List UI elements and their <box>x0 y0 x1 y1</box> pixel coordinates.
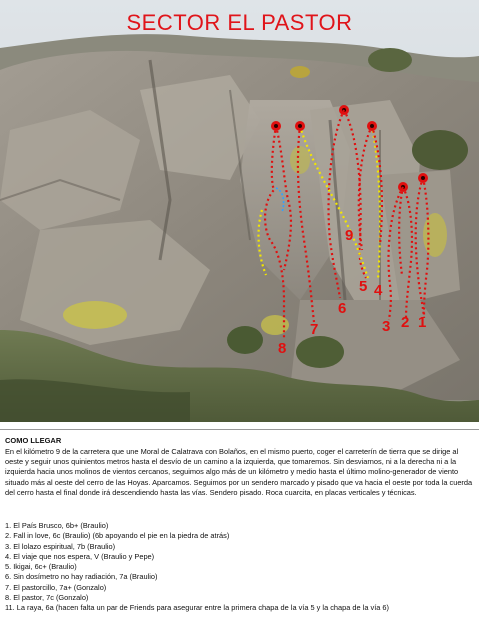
route-item-3: 3. El lolazo espiritual, 7b (Braulio) <box>5 541 116 551</box>
sector-title: SECTOR EL PASTOR <box>126 10 353 35</box>
route-label-6: 6 <box>338 300 347 317</box>
route-label-9: 9 <box>345 227 354 244</box>
route-item-8: 8. El pastor, 7c (Gonzalo) <box>5 593 89 603</box>
route-label-3: 3 <box>382 318 391 335</box>
route-item-6: 6. Sin dosímetro no hay radiación, 7a (Braulio) <box>5 572 158 582</box>
route-item-2: 2. Fall in love, 6c (Braulio) (6b apoyando el pie en la piedra de atrás) <box>5 531 230 541</box>
route-label-4: 4 <box>374 282 383 299</box>
route-label-2: 2 <box>401 314 410 331</box>
route-label-8: 8 <box>278 340 287 357</box>
route-item-7: 7. El pastorcillo, 7a+ (Gonzalo) <box>5 582 107 592</box>
route-label-1: 1 <box>418 314 427 331</box>
route-item-5: 5. Ikigai, 6c+ (Braulio) <box>5 562 77 572</box>
route-label-5: 5 <box>359 278 368 295</box>
route-item-11: 11. La raya, 6a (hacen falta un par de Friends para asegurar entre la primera chapa de la vía 5 y la chapa de la vía 6) <box>5 603 389 613</box>
route-label-7: 7 <box>310 321 319 338</box>
how-to-get-text: En el kilómetro 9 de la carretera que une Moral de Calatrava con Bolaños, en el mismo puerto, coger el carreterín de tierra que se dirige al oeste y seguir unos quinientos metros hasta el desvío de un camino a la izquierda, que tomaremos. Sin desviarnos, ni a la derecha ni a la izquierda hacia unos molinos de vientos cercanos, seguimos algo más de un kilómetro y medio hasta el último molino-generador de viento situado más al oeste del cerro de las Hoyas. Aparcamos. Seguimos por un sendero marcado y pisado que va hacia el oeste por toda la cuerda del cerro hasta el final donde irá descendiendo hasta las vías. Sendero pisado. Roca cuarcita, en placas verticales y técnicas. <box>5 447 473 497</box>
how-to-get-heading: COMO LLEGAR <box>5 436 62 445</box>
route-item-1: 1. El País Brusco, 6b+ (Braulio) <box>5 521 109 530</box>
route-list <box>5 521 475 614</box>
route-item-4: 4. El viaje que nos espera, V (Braulio y Pepe) <box>5 551 155 561</box>
